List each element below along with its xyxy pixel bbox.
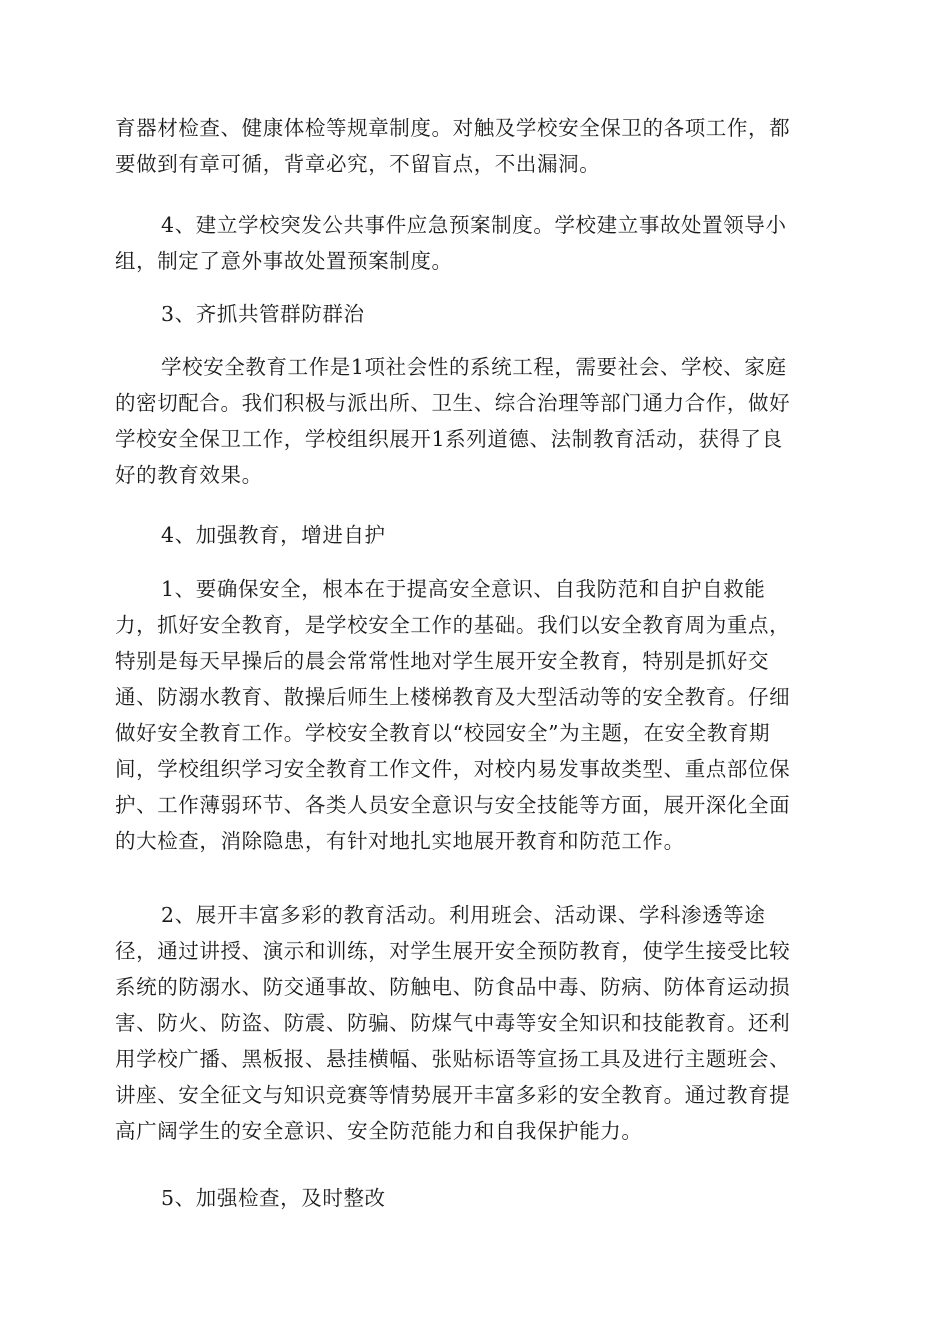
text-line: 学校安全教育工作是1项社会性的系统工程，需要社会、学校、家庭 <box>161 355 787 379</box>
text-line: 力，抓好安全教育，是学校安全工作的基础。我们以安全教育周为重点， <box>115 613 791 637</box>
text-line: 系统的防溺水、防交通事故、防触电、防食品中毒、防病、防体育运动损 <box>115 975 791 999</box>
text-line: 的大检查，消除隐患，有针对地扎实地展开教育和防范工作。 <box>115 829 685 853</box>
text-line: 1、要确保安全，根本在于提高安全意识、自我防范和自护自救能 <box>161 577 766 601</box>
text-line: 讲座、安全征文与知识竞赛等情势展开丰富多彩的安全教育。通过教育提 <box>115 1083 791 1107</box>
text-line: 间，学校组织学习安全教育工作文件，对校内易发事故类型、重点部位保 <box>115 757 791 781</box>
text-line: 组，制定了意外事故处置预案制度。 <box>115 249 453 273</box>
text-line: 要做到有章可循，背章必究，不留盲点，不出漏洞。 <box>115 152 601 176</box>
section-heading-joint-management <box>115 296 835 332</box>
paragraph-education-activities <box>115 897 835 1149</box>
text-line: 的密切配合。我们积极与派出所、卫生、综合治理等部门通力合作，做好 <box>115 391 791 415</box>
heading-line: 5、加强检查，及时整改 <box>161 1186 386 1210</box>
text-line: 用学校广播、黑板报、悬挂横幅、张贴标语等宣扬工具及进行主题班会、 <box>115 1047 791 1071</box>
text-line: 学校安全保卫工作，学校组织展开1系列道德、法制教育活动，获得了良 <box>115 427 783 451</box>
text-line: 做好安全教育工作。学校安全教育以“校园安全”为主题，在安全教育期 <box>115 721 771 745</box>
text-line: 特别是每天早操后的晨会常常性地对学生展开安全教育，特别是抓好交 <box>115 649 770 673</box>
paragraph-safety-awareness <box>115 571 835 859</box>
section-heading-strengthen-education <box>115 517 835 553</box>
paragraph-joint-management <box>115 349 835 493</box>
heading-line: 3、齐抓共管群防群治 <box>161 302 365 326</box>
text-line: 通、防溺水教育、散操后师生上楼梯教育及大型活动等的安全教育。仔细 <box>115 685 791 709</box>
text-line: 4、建立学校突发公共事件应急预案制度。学校建立事故处置领导小 <box>161 213 787 237</box>
text-line: 害、防火、防盗、防震、防骗、防煤气中毒等安全知识和技能教育。还利 <box>115 1011 791 1035</box>
heading-line: 4、加强教育，增进自护 <box>161 523 386 547</box>
text-line: 2、展开丰富多彩的教育活动。利用班会、活动课、学科渗透等途 <box>161 903 766 927</box>
paragraph-emergency-plan <box>115 207 835 279</box>
text-line: 育器材检查、健康体检等规章制度。对触及学校安全保卫的各项工作，都 <box>115 116 791 140</box>
section-heading-inspection <box>115 1180 835 1216</box>
text-line: 径，通过讲授、演示和训练，对学生展开安全预防教育，使学生接受比较 <box>115 939 791 963</box>
text-line: 好的教育效果。 <box>115 463 263 487</box>
text-line: 高广阔学生的安全意识、安全防范能力和自我保护能力。 <box>115 1119 643 1143</box>
text-line: 护、工作薄弱环节、各类人员安全意识与安全技能等方面，展开深化全面 <box>115 793 791 817</box>
paragraph-rules-continued <box>115 110 835 182</box>
